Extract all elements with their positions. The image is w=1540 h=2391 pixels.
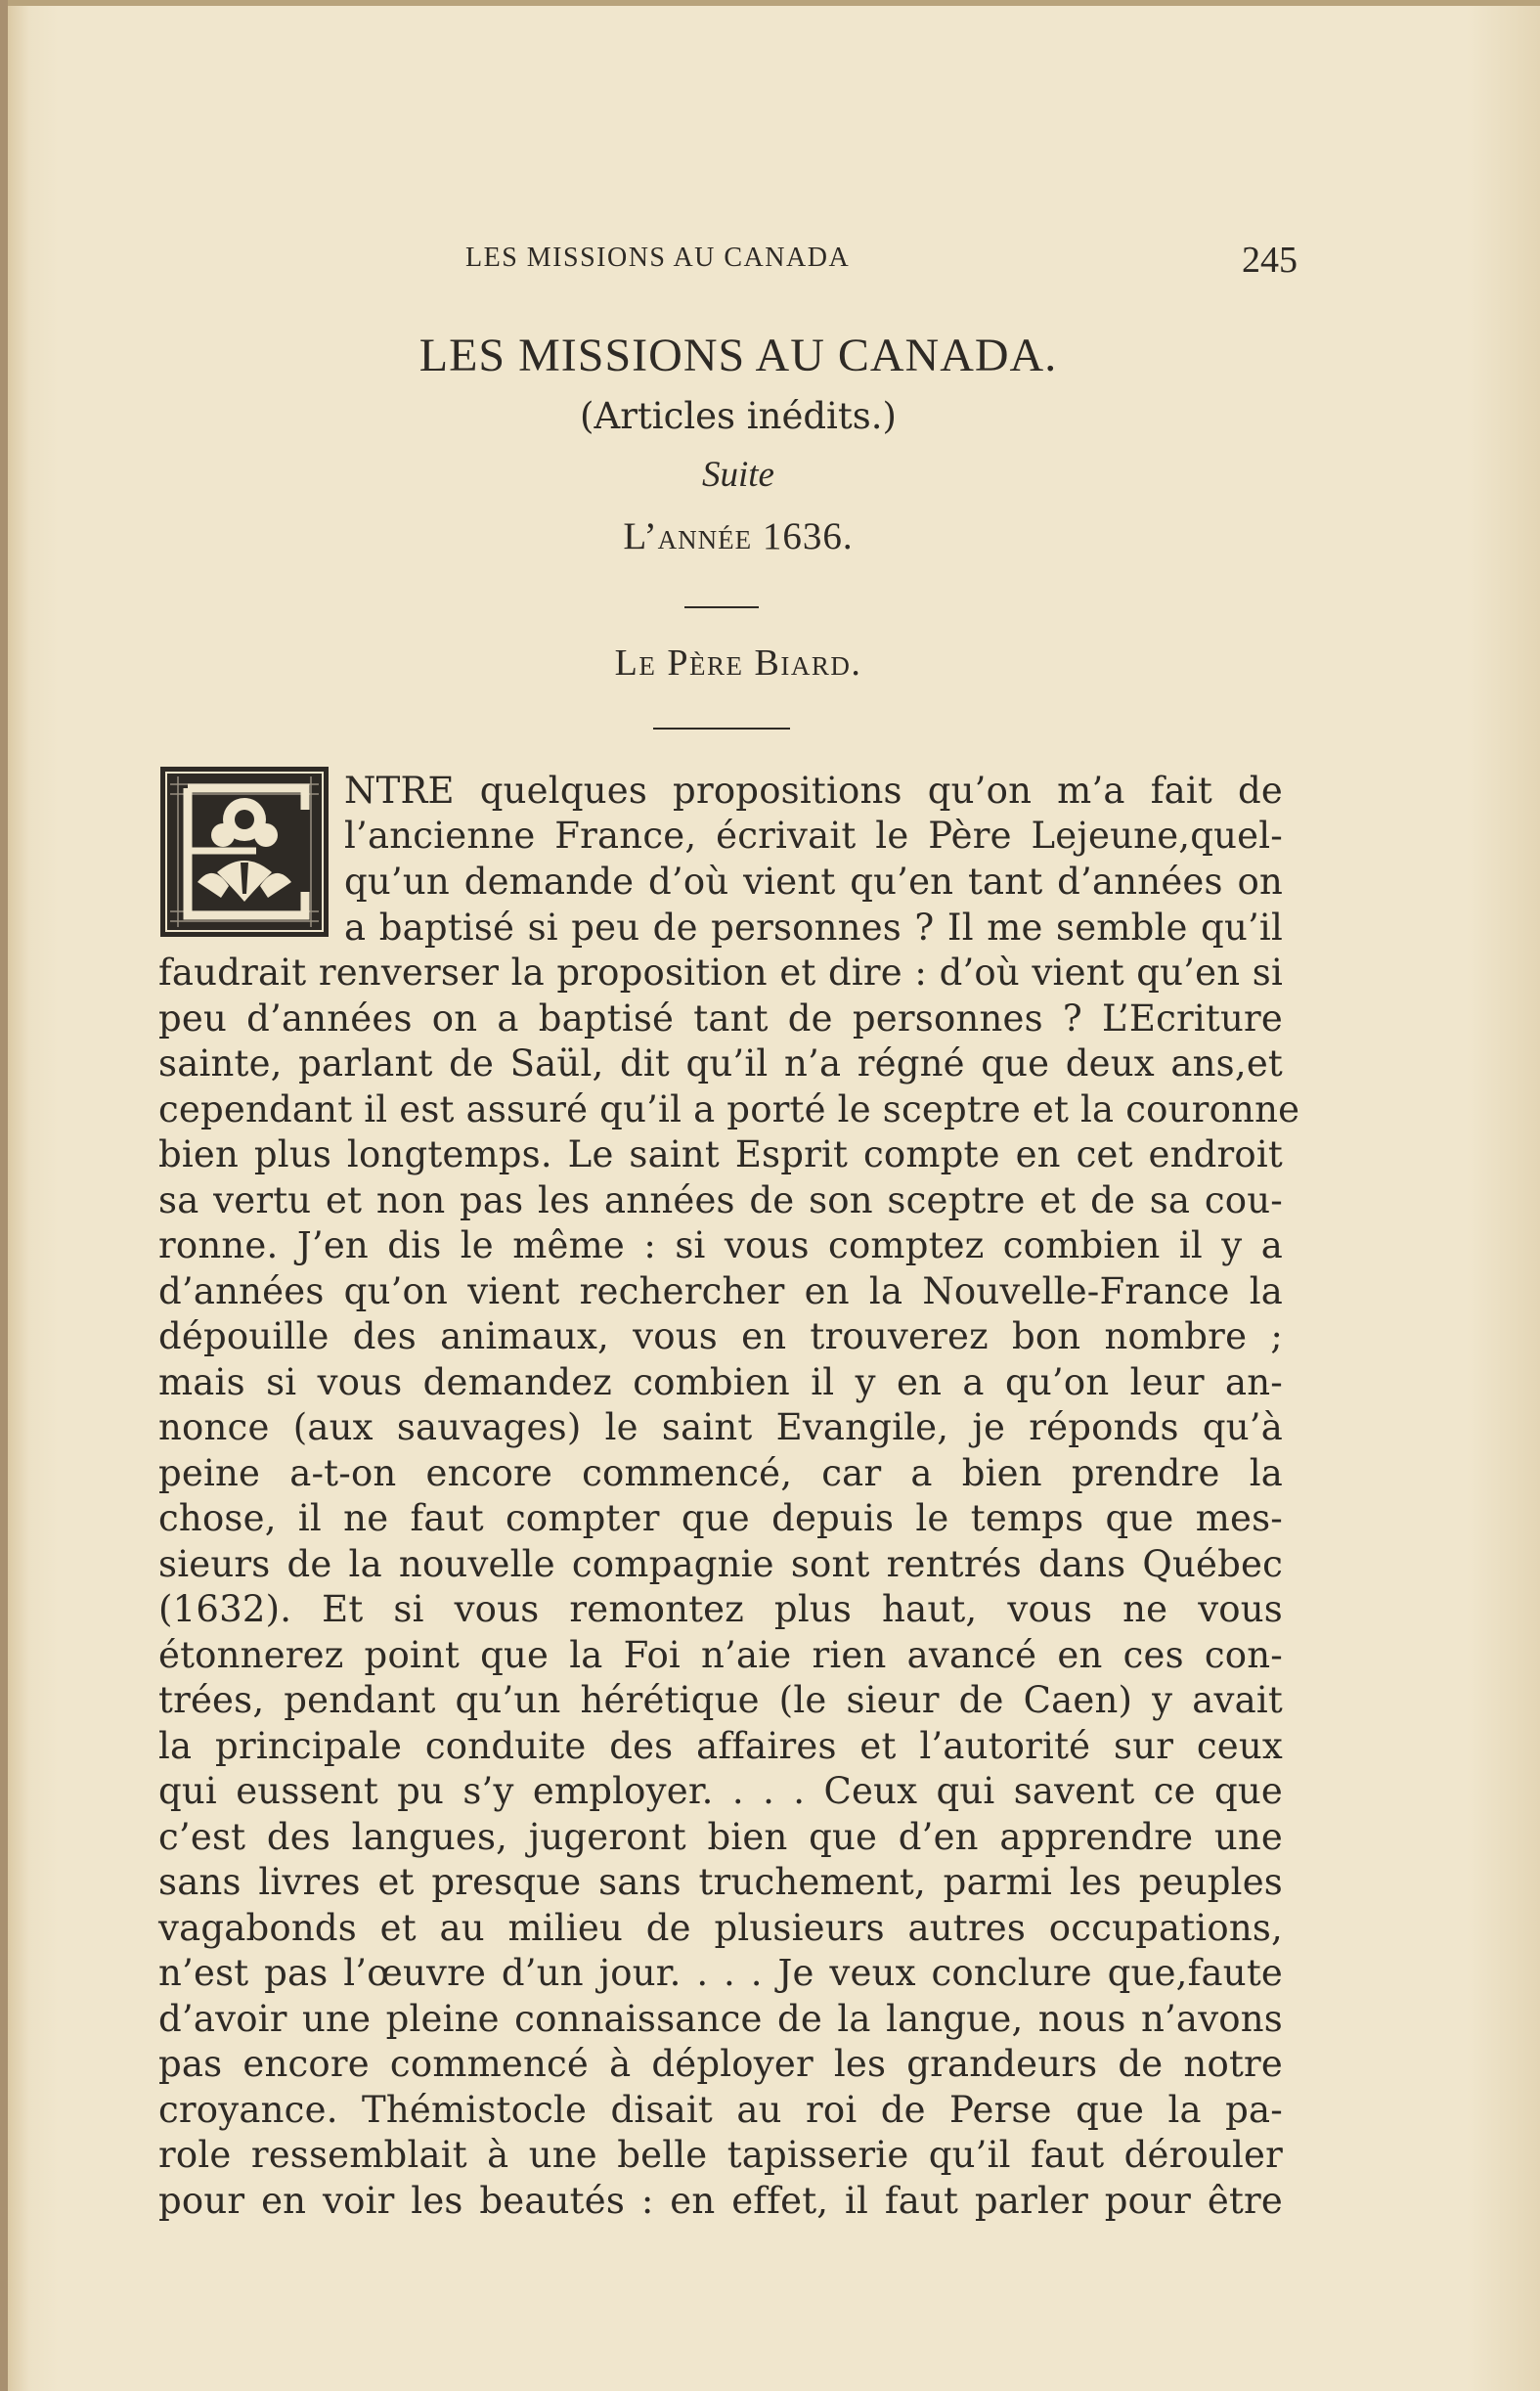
text-line: trées, pendant qu’un hérétique (le sieur de Caen) y avait xyxy=(158,1679,1283,1721)
text-line: peine a-t-on encore commencé, car a bien prendre la xyxy=(158,1452,1283,1494)
page-number: 245 xyxy=(1242,240,1298,281)
text-line: (1632). Et si vous remontez plus haut, vous ne vous xyxy=(158,1588,1283,1630)
text-line: c’est des langues, jugeront bien que d’en apprendre une xyxy=(158,1816,1283,1858)
text-line: sieurs de la nouvelle compagnie sont rentrés dans Québec xyxy=(158,1543,1283,1585)
text-line: sa vertu et non pas les années de son sceptre et de sa cou- xyxy=(158,1179,1283,1221)
text-line: sans livres et presque sans truchement, parmi les peuples xyxy=(158,1861,1283,1903)
running-title: LES MISSIONS AU CANADA xyxy=(465,243,851,273)
text-line: qui eussent pu s’y employer. . . . Ceux qui savent ce que xyxy=(158,1770,1283,1812)
text-line: chose, il ne faut compter que depuis le temps que mes- xyxy=(158,1497,1283,1539)
text-line: peu d’années on a baptisé tant de personnes ? L’Ecriture xyxy=(158,997,1283,1040)
text-line: étonnerez point que la Foi n’aie rien avancé en ces con- xyxy=(158,1634,1283,1676)
text-line: d’années qu’on vient rechercher en la Nouvelle-France la xyxy=(158,1270,1283,1312)
running-head xyxy=(0,240,1540,282)
article-title: LES MISSIONS AU CANADA. xyxy=(418,330,1058,381)
text-line: cependant il est assuré qu’il a porté le sceptre et la couronne xyxy=(158,1088,1300,1130)
article-year: L’année 1636. xyxy=(623,515,854,557)
page-top-edge xyxy=(0,0,1540,6)
text-line: sainte, parlant de Saül, dit qu’il n’a régné que deux ans,et xyxy=(158,1042,1283,1085)
article-subtitle: (Articles inédits.) xyxy=(580,395,897,437)
text-line: n’est pas l’œuvre d’un jour. . . . Je veux conclure que,faute xyxy=(158,1952,1283,1994)
divider-rule xyxy=(684,606,759,608)
text-line: a baptisé si peu de personnes ? Il me semble qu’il xyxy=(344,907,1283,949)
text-line: l’ancienne France, écrivait le Père Lejeune,quel- xyxy=(344,815,1283,857)
divider-rule xyxy=(653,728,790,730)
text-line: d’avoir une pleine connaissance de la langue, nous n’avons xyxy=(158,1998,1283,2040)
text-line: nonce (aux sauvages) le saint Evangile, je réponds qu’à xyxy=(158,1406,1283,1448)
text-line: faudrait renverser la proposition et dire : d’où vient qu’en si xyxy=(158,952,1283,994)
ornamental-dropcap-icon xyxy=(158,765,330,939)
text-line: ronne. J’en dis le même : si vous comptez combien il y a xyxy=(158,1224,1283,1266)
text-line: NTRE quelques propositions qu’on m’a fait de xyxy=(344,770,1283,812)
text-line: bien plus longtemps. Le saint Esprit compte en cet endroit xyxy=(158,1133,1283,1175)
text-line: vagabonds et au milieu de plusieurs autres occupations, xyxy=(158,1907,1283,1949)
section-heading: Le Père Biard. xyxy=(614,642,862,684)
article-suite: Suite xyxy=(702,455,774,495)
text-line: pour en voir les beautés : en effet, il faut parler pour être xyxy=(158,2180,1283,2222)
text-line: pas encore commencé à déployer les grandeurs de notre xyxy=(158,2043,1283,2085)
text-line: la principale conduite des affaires et l’autorité sur ceux xyxy=(158,1725,1283,1767)
text-line: role ressemblait à une belle tapisserie qu’il faut dérouler xyxy=(158,2134,1283,2176)
text-line: croyance. Thémistocle disait au roi de Perse que la pa- xyxy=(158,2089,1283,2131)
text-line: dépouille des animaux, vous en trouverez bon nombre ; xyxy=(158,1315,1283,1357)
text-line: qu’un demande d’où vient qu’en tant d’années on xyxy=(344,861,1283,903)
text-line: mais si vous demandez combien il y en a qu’on leur an- xyxy=(158,1361,1283,1403)
